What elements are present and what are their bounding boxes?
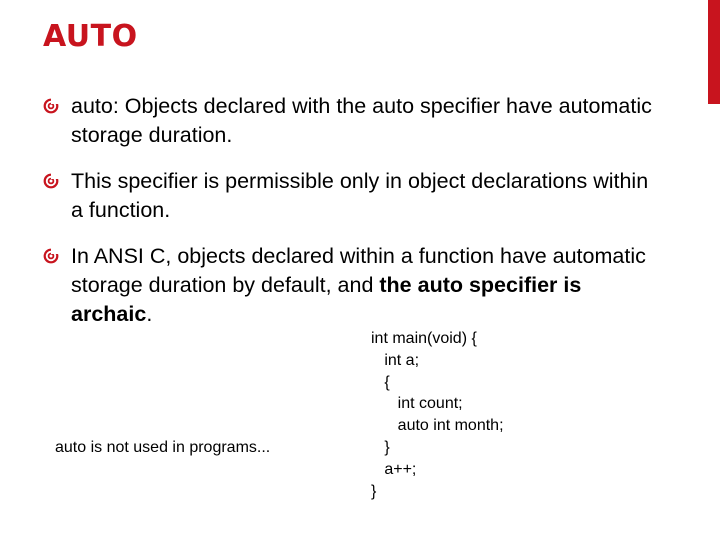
- accent-bar: [708, 0, 720, 104]
- bullet-item: [43, 167, 653, 225]
- bullet-item: [43, 92, 653, 150]
- code-block: [371, 328, 504, 502]
- bullet-text: [71, 244, 646, 326]
- bullet-keyword: auto: [71, 94, 113, 118]
- caption-text: auto is not used in programs...: [55, 439, 271, 456]
- code-line: int a;: [371, 351, 420, 369]
- bullet-bold-text: the auto specifier is archaic: [71, 273, 582, 326]
- code-line: a++;: [371, 460, 417, 478]
- code-line: int main(void) {: [371, 330, 477, 347]
- bullet-text: This specifier is permissible only in object declarations within a function.: [71, 169, 649, 222]
- bullet-list: [43, 92, 653, 346]
- bullet-body: : Objects declared with the auto specifier have automatic storage duration.: [71, 94, 652, 147]
- bullet-item: [43, 242, 653, 329]
- spiral-bullet-icon: [43, 173, 59, 189]
- bullet-text-after: .: [146, 302, 153, 326]
- code-line: {: [371, 373, 390, 391]
- bullet-text-before: In ANSI C, objects declared within a function have automatic storage duration by default, and: [71, 244, 646, 297]
- code-line: int count;: [371, 395, 463, 413]
- code-line: }: [371, 438, 390, 456]
- bullet-text: [71, 94, 652, 147]
- code-line: }: [371, 482, 377, 500]
- spiral-bullet-icon: [43, 248, 59, 264]
- spiral-bullet-icon: [43, 98, 59, 114]
- slide-title: AUTO: [43, 19, 138, 54]
- code-line: auto int month;: [371, 417, 504, 435]
